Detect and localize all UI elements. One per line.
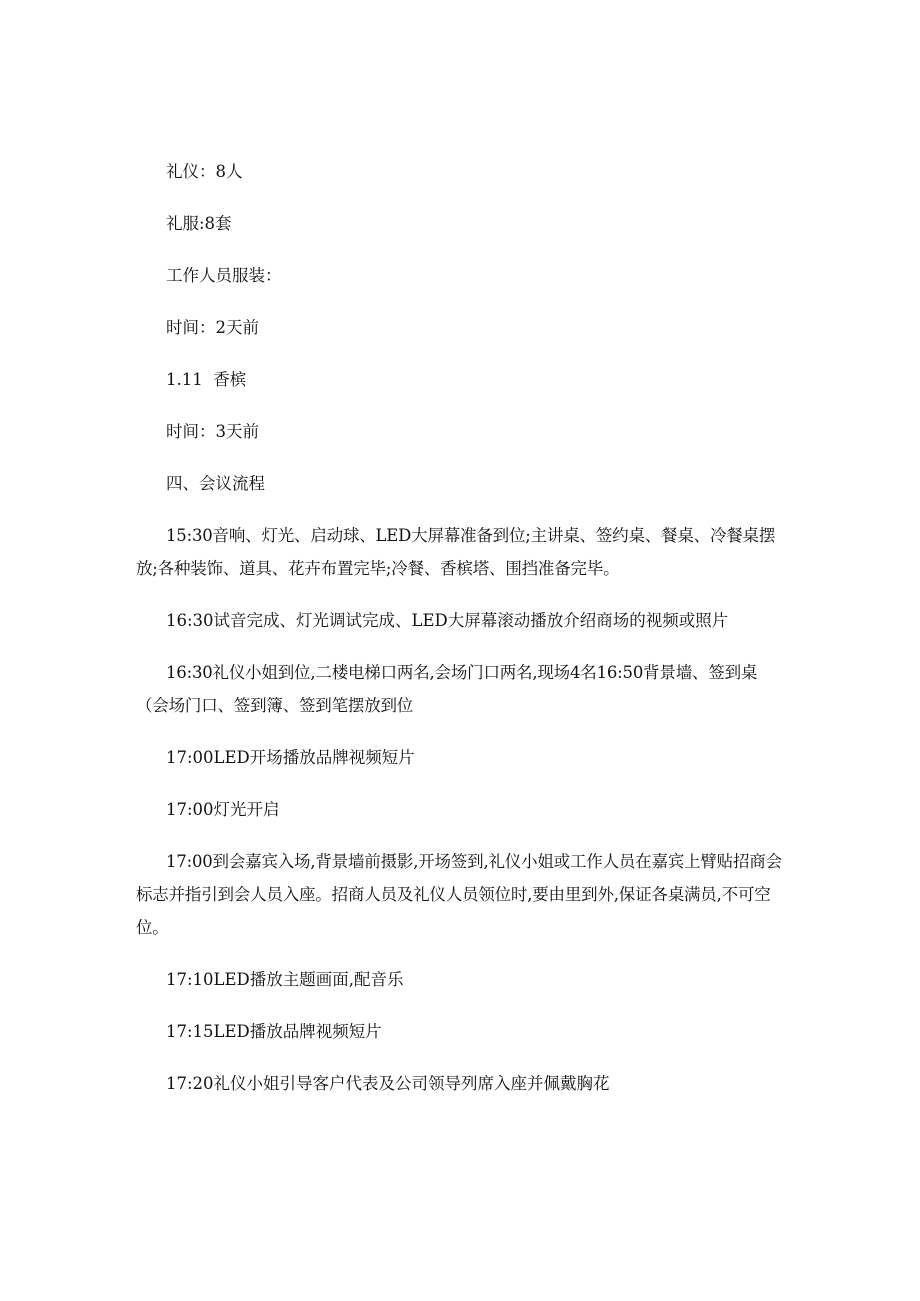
paragraph-etiquette-staff: 礼仪：8人: [166, 162, 243, 181]
paragraph-time-2-days: 时间：2天前: [166, 318, 259, 337]
section-heading-meeting-flow: 四、会议流程: [166, 474, 265, 493]
paragraph-flow-1720: 17:20礼仪小姐引导客户代表及公司领导列席入座并佩戴胸花: [166, 1074, 610, 1093]
paragraph-time-3-days: 时间：3天前: [166, 422, 259, 441]
paragraph-flow-1710: 17:10LED播放主题画面,配音乐: [166, 970, 404, 989]
paragraph-flow-1700-lights: 17:00灯光开启: [166, 800, 280, 819]
paragraph-staff-uniform: 工作人员服装：: [166, 266, 282, 285]
paragraph-champagne: 1.11 香槟: [166, 370, 247, 389]
paragraph-dress: 礼服:8套: [166, 214, 232, 233]
paragraph-flow-1715: 17:15LED播放品牌视频短片: [166, 1022, 382, 1041]
paragraph-flow-1630-sound: 16:30试音完成、灯光调试完成、LED大屏幕滚动播放介绍商场的视频或照片: [166, 611, 729, 630]
paragraph-flow-1630-etiquette: 16:30礼仪小姐到位,二楼电梯口两名,会场门口两名,现场4名16:50背景墙、签到桌（会场门口、签到簿、签到笔摆放到位: [136, 663, 758, 715]
paragraph-flow-1700-guests: 17:00到会嘉宾入场,背景墙前摄影,开场签到,礼仪小姐或工作人员在嘉宾上臂贴招商会标志并指引到会人员入座。招商人员及礼仪人员领位时,要由里到外,保证各桌满员,不可空位。: [136, 852, 782, 937]
paragraph-flow-1530: 15:30音响、灯光、启动球、LED大屏幕准备到位;主讲桌、签约桌、餐桌、冷餐桌摆放;各种装饰、道具、花卉布置完毕;冷餐、香槟塔、围挡准备完毕。: [136, 526, 776, 578]
paragraph-flow-1700-led: 17:00LED开场播放品牌视频短片: [166, 748, 415, 767]
